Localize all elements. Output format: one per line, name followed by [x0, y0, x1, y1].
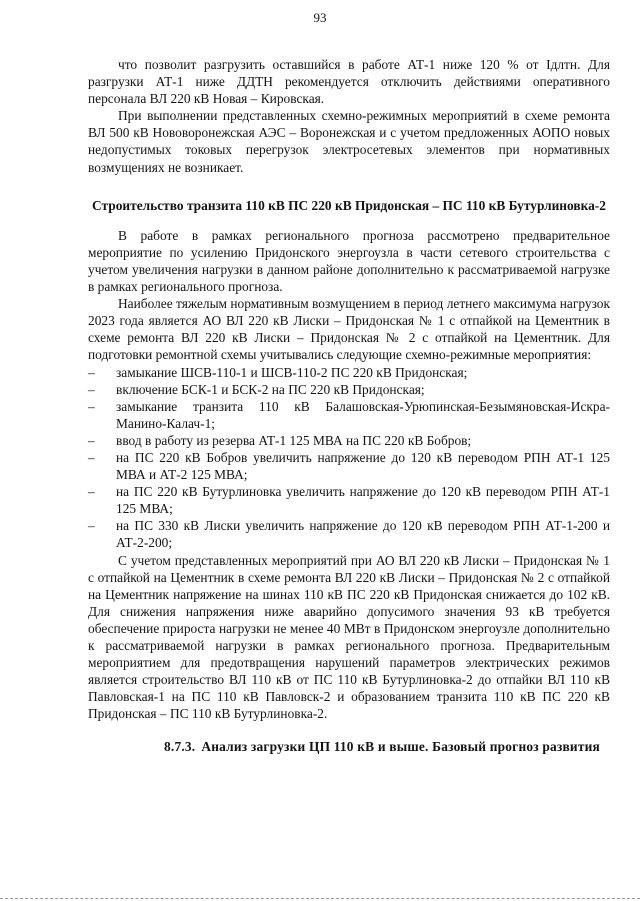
list-item: – на ПС 220 кВ Бутурлиновка увеличить напряжение до 120 кВ переводом РПН АТ-1 125 МВА;: [116, 483, 610, 517]
section-heading: [164, 738, 610, 755]
paragraph-continuation: что позволит разгрузить оставшийся в работе АТ-1 ниже 120 % от Iдлтн. Для разгрузки АТ-1 ниже ДДТН рекомендуется отключить действиями оперативного персонала ВЛ 220 кВ Новая – Кировская.: [88, 57, 610, 107]
list-item: – замыкание транзита 110 кВ Балашовская-Урюпинская-Безымяновская-Искра-Манино-Калач-1;: [116, 398, 610, 432]
list-item: – на ПС 220 кВ Бобров увеличить напряжение до 120 кВ переводом РПН АТ-1 125 МВА и АТ-2 125 МВА;: [116, 449, 610, 483]
section-number: 8.7.3.: [164, 739, 196, 755]
page-bottom-divider: [0, 898, 640, 899]
measures-list: [88, 364, 610, 552]
document-body: [88, 56, 610, 756]
subsection-heading: Строительство транзита 110 кВ ПС 220 кВ Придонская – ПС 110 кВ Бутурлиновка-2: [92, 197, 606, 213]
paragraph-conclusion: С учетом представленных мероприятий при АО ВЛ 220 кВ Лиски – Придонская № 1 с отпайкой на Цементник в схеме ремонта ВЛ 220 кВ Лиски – Придонская № 2 с отпайкой на Цементник напряжение на шинах 110 кВ ПС 220 кВ Придонская снижается до 102 кВ. Для снижения напряжения ниже аварийно допусимого значения 93 кВ требуется обеспечение прироста нагрузки не менее 40 МВт в Придонском энергоузле дополнительно к рассматриваемой нагрузки в рамках регионального прогноза. Предварительным мероприятием для предотвращения нарушений параметров электрических режимов является строительство ВЛ 110 кВ от ПС 110 кВ Бутурлиновка-2 до отпайки ВЛ 110 кВ Павловская-1 на ПС 110 кВ Павловск-2 и образованием транзита 110 кВ ПС 220 кВ Придонская – ПС 110 кВ Бутурлиновка-2.: [88, 552, 610, 722]
page-number: 93: [313, 10, 327, 25]
section-title: Анализ загрузки ЦП 110 кВ и выше. Базовый прогноз развития: [201, 739, 600, 755]
list-item: – замыкание ШСВ-110-1 и ШСВ-110-2 ПС 220 кВ Придонская;: [116, 364, 610, 381]
list-item: – включение БСК-1 и БСК-2 на ПС 220 кВ Придонская;: [116, 381, 610, 398]
list-item: – на ПС 330 кВ Лиски увеличить напряжение до 120 кВ переводом РПН АТ-1-200 и АТ-2-200;: [116, 517, 610, 551]
paragraph-no-overloads: При выполнении представленных схемно-режимных мероприятий в схеме ремонта ВЛ 500 кВ Нововоронежская АЭС – Воронежская и с учетом предложенных АОПО новых недопустимых токовых перегрузок электросетевых элементов при нормативных возмущениях не возникает.: [88, 108, 610, 175]
paragraph-regional-forecast: В работе в рамках регионального прогноза рассмотрено предварительное мероприятие по усилению Придонского энергоузла в части сетевого строительства с учетом увеличения нагрузки в данном районе дополнительно к рассматриваемой нагрузке в рамках регионального прогноза.: [88, 227, 610, 295]
paragraph-normative-disturbance: Наиболее тяжелым нормативным возмущением в период летнего максимума нагрузок 2023 года является АО ВЛ 220 кВ Лиски – Придонская № 1 с отпайкой на Цементник в схеме ремонта ВЛ 220 кВ Лиски – Придонская № 2 с отпайкой на Цементник. Для подготовки ремонтной схемы учитывались следующие схемно-режимные мероприятия:: [88, 296, 610, 363]
list-item: – ввод в работу из резерва АТ-1 125 МВА на ПС 220 кВ Бобров;: [116, 432, 610, 449]
